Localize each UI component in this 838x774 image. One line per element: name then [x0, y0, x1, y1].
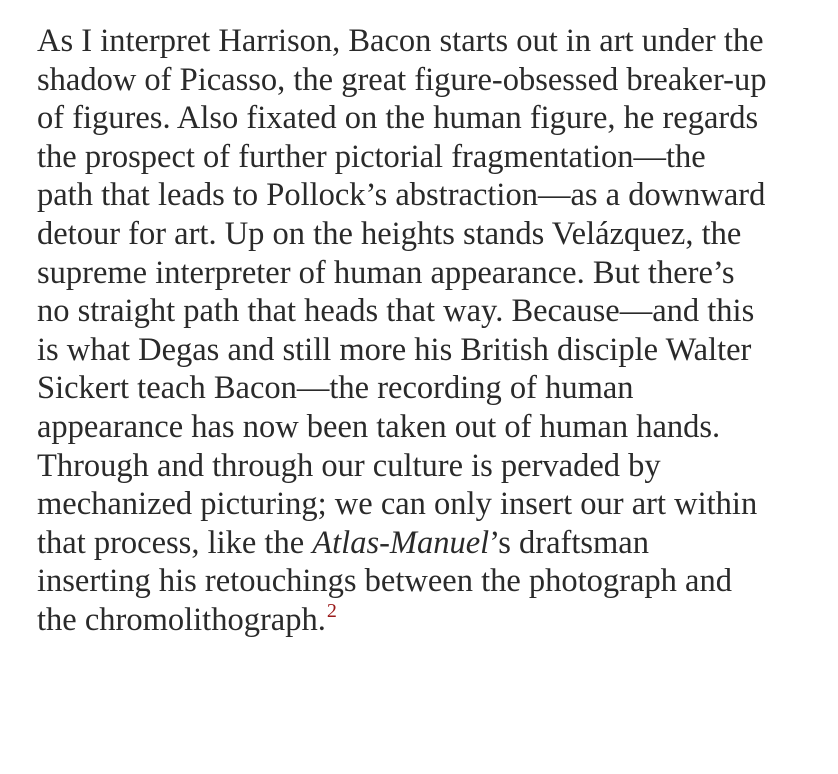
paragraph-line [37, 524, 817, 563]
paragraph-line: inserting his retouchings between the photograph and [37, 563, 732, 600]
paragraph-line [37, 601, 817, 640]
line-text: the chromolithograph. [37, 601, 326, 638]
paragraph-line: shadow of Picasso, the great figure-obsessed breaker-up [37, 61, 767, 98]
paragraph-line: is what Degas and still more his British disciple Walter [37, 331, 752, 368]
paragraph-line: supreme interpreter of human appearance. But there’s [37, 254, 735, 291]
line-text: ’s draftsman [489, 524, 649, 561]
line-text: that process, like the [37, 524, 313, 561]
paragraph-line: of figures. Also fixated on the human figure, he regards [37, 100, 759, 137]
paragraph-line: the prospect of further pictorial fragmentation—the [37, 138, 706, 175]
paragraph-line: As I interpret Harrison, Bacon starts out in art under the [37, 23, 764, 59]
italic-title: Atlas-Manuel [312, 524, 490, 561]
paragraph-line: Through and through our culture is pervaded by [37, 447, 661, 484]
article-paragraph [37, 22, 817, 640]
paragraph-line: no straight path that heads that way. Because—and this [37, 293, 755, 330]
footnote-link[interactable]: 2 [326, 599, 337, 622]
paragraph-line: appearance has now been taken out of human hands. [37, 408, 721, 445]
paragraph-line: detour for art. Up on the heights stands Velázquez, the [37, 215, 742, 252]
paragraph-line: path that leads to Pollock’s abstraction—as a downward [37, 177, 766, 214]
paragraph-line: Sickert teach Bacon—the recording of human [37, 370, 634, 407]
paragraph-line: mechanized picturing; we can only insert our art within [37, 486, 758, 523]
